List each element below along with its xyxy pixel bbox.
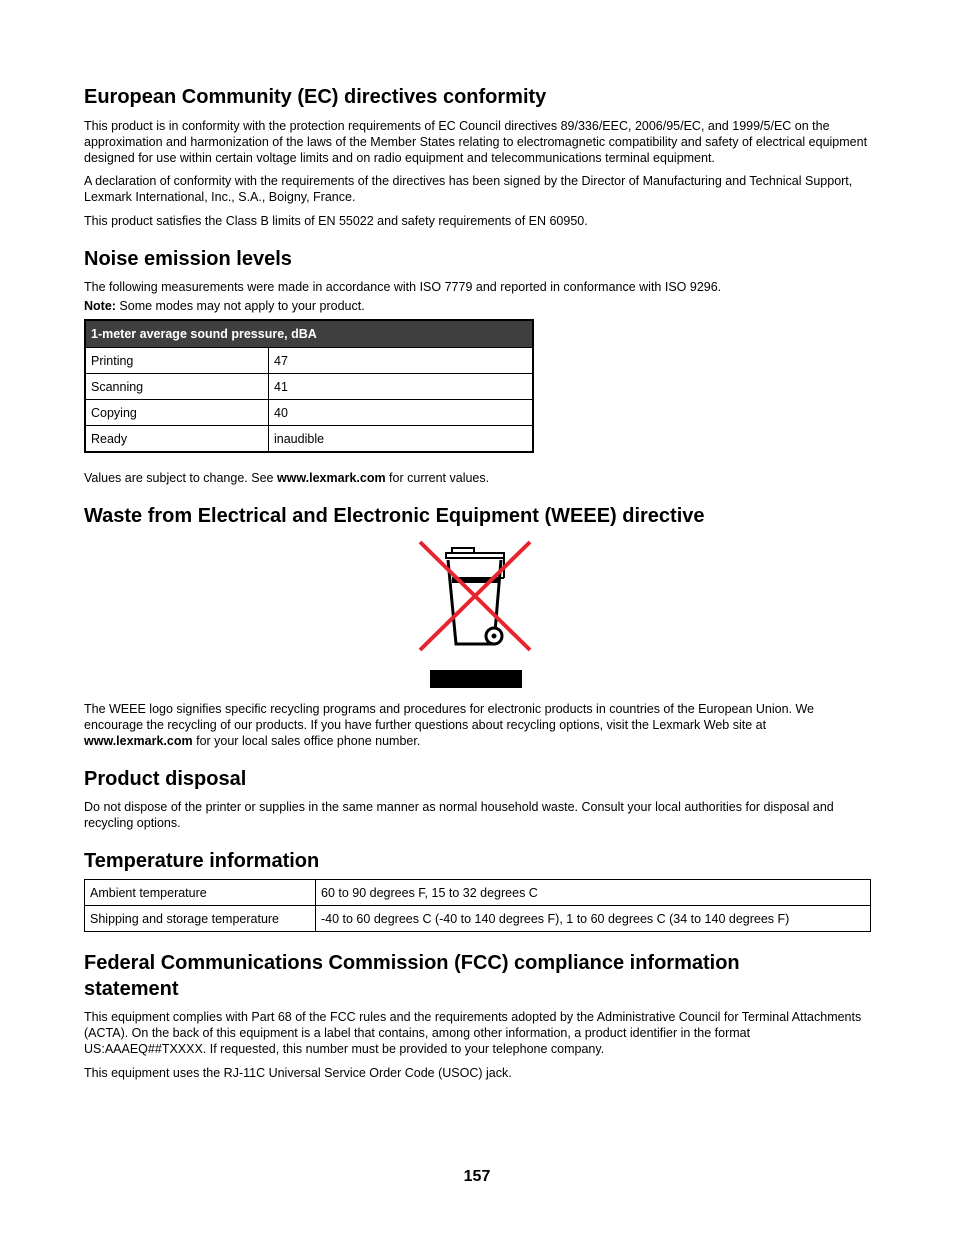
table-row: [85, 426, 533, 453]
table-header: 1-meter average sound pressure, dBA: [85, 320, 533, 348]
disposal-paragraph: Do not dispose of the printer or supplies in the same manner as normal household waste. Consult your local authorities for disposal and recycling options.: [84, 800, 834, 830]
table-row: [85, 880, 871, 906]
table-cell-value: 60 to 90 degrees F, 15 to 32 degrees C: [316, 880, 871, 906]
table-cell-value: -40 to 60 degrees C (-40 to 140 degrees F), 1 to 60 degrees C (34 to 140 degrees F): [316, 906, 871, 932]
table-header-row: [85, 320, 533, 348]
fcc-heading: Federal Communications Commission (FCC) compliance information statement: [84, 952, 740, 1000]
table-cell-label: Ambient temperature: [85, 880, 316, 906]
table-cell-mode: Ready: [85, 426, 269, 453]
ec-paragraph-3: This product satisfies the Class B limits of EN 55022 and safety requirements of EN 60950.: [84, 214, 588, 228]
lexmark-link[interactable]: www.lexmark.com: [84, 734, 193, 748]
noise-table: [84, 319, 534, 453]
ec-heading: European Community (EC) directives conformity: [84, 86, 547, 108]
noise-heading: Noise emission levels: [84, 248, 292, 270]
note-label: Note:: [84, 299, 116, 313]
table-row: [85, 906, 871, 932]
note-text: Some modes may not apply to your product.: [115, 299, 365, 313]
table-cell-mode: Copying: [85, 400, 269, 426]
noise-note: [84, 298, 874, 314]
table-row: [85, 374, 533, 400]
weee-crossed-bin-icon: [418, 540, 618, 690]
table-cell-mode: Printing: [85, 348, 269, 374]
ec-paragraph-1: This product is in conformity with the protection requirements of EC Council directives 89/336/EEC, 2006/95/EC, and 1999/5/EC on the approximation and harmonization of the laws of the Member States relating to electromagnetic compatibility and safety of electrical equipment designed for use within certain voltage limits and on radio equipment and telecommunications terminal equipment.: [84, 119, 868, 165]
table-cell-value: 47: [269, 348, 534, 374]
temperature-table: [84, 879, 871, 932]
table-row: [85, 348, 533, 374]
weee-heading: Waste from Electrical and Electronic Equipment (WEEE) directive: [84, 505, 705, 527]
lexmark-link[interactable]: www.lexmark.com: [276, 471, 386, 485]
disposal-heading: Product disposal: [84, 768, 247, 790]
ec-paragraph-2: A declaration of conformity with the requirements of the directives has been signed by the Director of Manufacturing and Technical Support, Lexmark International, Inc., S.A., Boigny, France.: [84, 174, 853, 204]
table-cell-value: inaudible: [269, 426, 534, 453]
noise-paragraph: The following measurements were made in accordance with ISO 7779 and reported in conformance with ISO 9296.: [84, 280, 722, 294]
values-note-text-end: for current values.: [385, 471, 490, 485]
temperature-heading: Temperature information: [84, 850, 320, 872]
table-cell-value: 40: [269, 400, 534, 426]
table-cell-value: 41: [269, 374, 534, 400]
table-row: [85, 400, 533, 426]
table-cell-mode: Scanning: [85, 374, 269, 400]
fcc-paragraph-1: This equipment complies with Part 68 of the FCC rules and the requirements adopted by the Administrative Council for Terminal Attachments (ACTA). On the back of this equipment is a label that contains, among other information, a product identifier in the format US:AAAEQ##TXXXX. If requested, this number must be provided to your telephone company.: [84, 1010, 862, 1056]
page-number: 157: [463, 1168, 491, 1185]
fcc-paragraph-2: This equipment uses the RJ-11C Universal Service Order Code (USOC) jack.: [84, 1066, 512, 1080]
weee-text-end: for your local sales office phone number.: [192, 734, 421, 748]
table-cell-label: Shipping and storage temperature: [85, 906, 316, 932]
weee-paragraph: [84, 701, 874, 749]
values-note-text: Values are subject to change. See: [84, 471, 277, 485]
noise-values-note: [84, 470, 874, 486]
weee-text: The WEEE logo signifies specific recycling programs and procedures for electronic products in countries of the European Union. We encourage the recycling of our products. If you have further questions about recycling options, visit the Lexmark Web site at: [84, 702, 814, 732]
